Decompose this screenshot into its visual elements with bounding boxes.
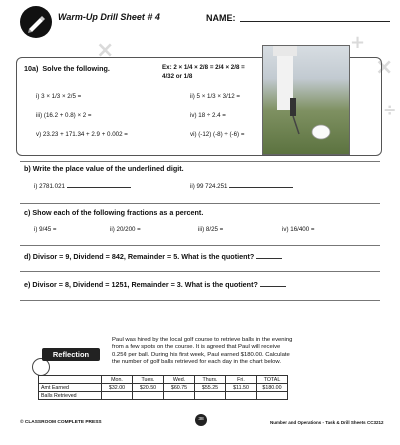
answer-cell[interactable] [133, 392, 164, 400]
reflection-line: the number of golf balls retrieved for each day in the chart below. [112, 359, 281, 366]
table-cell: $20.50 [133, 384, 164, 392]
table-row [39, 392, 288, 400]
table-cell: $32.00 [102, 384, 133, 392]
answer-blank[interactable] [229, 187, 293, 188]
problem-v: v) 23.23 + 171.34 + 2.9 + 0.002 = [36, 131, 128, 138]
table-cell: $180.00 [257, 384, 288, 392]
problem-i: i) 3 × 1/3 × 2/5 = [36, 93, 82, 100]
percent-iii: iii) 8/25 = [198, 226, 224, 233]
reflection-line: from a few spots on the course. It is agreed that Paul will receive [112, 344, 281, 351]
table-header: Tues. [133, 376, 164, 384]
page-number: 38 [195, 414, 207, 426]
row-label: Amt Earned [39, 384, 102, 392]
name-field[interactable] [240, 21, 390, 22]
divider [20, 300, 380, 301]
earnings-table [38, 375, 288, 400]
golf-photo [262, 45, 350, 155]
table-header: TOTAL [257, 376, 288, 384]
table-cell: $55.25 [195, 384, 226, 392]
reflection-line: 0.25¢ per ball. During his first week, Paul earned $180.00. Calculate [112, 351, 290, 358]
times-icon: × [375, 55, 394, 80]
sheet-title: Warm-Up Drill Sheet # 4 [58, 12, 160, 22]
place-value-ii: ii) 99 724.251 [190, 183, 228, 190]
reflection-text [112, 337, 362, 367]
reflection-line: Paul was hired by the local golf course to retrieve balls in the evening [112, 337, 293, 343]
publisher-label: © CLASSROOM COMPLETE PRESS [20, 420, 102, 425]
row-label: Balls Retrieved [39, 392, 102, 400]
place-value-i: i) 2781.021 [34, 183, 65, 190]
answer-cell[interactable] [226, 392, 257, 400]
divider [20, 245, 380, 246]
answer-blank[interactable] [260, 286, 286, 287]
table-cell: $11.50 [226, 384, 257, 392]
table-corner [39, 376, 102, 384]
problem-iv: iv) 18 ÷ 2.4 = [190, 112, 226, 119]
section-a-instruction: Solve the following. [42, 64, 110, 73]
problem-ii: ii) 5 × 1/3 × 3/12 = [190, 93, 241, 100]
answer-cell[interactable] [195, 392, 226, 400]
percent-iv: iv) 16/400 = [282, 226, 315, 233]
percent-ii: ii) 20/200 = [110, 226, 141, 233]
plus-icon: + [350, 32, 366, 53]
problem-vi: vi) (-12) (-8) ÷ (-6) = [190, 131, 245, 138]
section-a-label: 10a) [24, 64, 39, 73]
table-header: Mon. [102, 376, 133, 384]
divider [20, 161, 380, 162]
section-b-instruction: b) Write the place value of the underlined digit. [24, 164, 184, 173]
answer-blank[interactable] [256, 258, 282, 259]
percent-i: i) 9/45 = [34, 226, 57, 233]
times-icon: × [96, 38, 115, 63]
table-header: Fri. [226, 376, 257, 384]
table-cell: $60.75 [164, 384, 195, 392]
section-e-question: e) Divisor = 8, Dividend = 1251, Remainder = 3. What is the quotient? [24, 280, 258, 289]
section-c-instruction: c) Show each of the following fractions as a percent. [24, 208, 204, 217]
example-line-2: 4/32 or 1/8 [162, 73, 193, 80]
table-header: Thurs. [195, 376, 226, 384]
table-row [39, 376, 288, 384]
answer-blank[interactable] [67, 187, 131, 188]
name-label: NAME: [206, 13, 236, 23]
table-row [39, 384, 288, 392]
divide-icon: ÷ [383, 100, 397, 119]
divider [20, 271, 380, 272]
section-d-question: d) Divisor = 9, Dividend = 842, Remainder = 5. What is the quotient? [24, 252, 255, 261]
table-header: Wed. [164, 376, 195, 384]
answer-cell[interactable] [164, 392, 195, 400]
problem-iii: iii) (16.2 + 0.8) × 2 = [36, 112, 92, 119]
pencil-logo-icon [20, 6, 52, 38]
example-line-1: Ex: 2 × 1/4 × 2/8 = 2/4 × 2/8 = [162, 64, 245, 71]
answer-cell[interactable] [102, 392, 133, 400]
book-title: Number and Operations - Task & Drill Sheets CC3212 [270, 420, 384, 425]
answer-cell[interactable] [257, 392, 288, 400]
divider [20, 203, 380, 204]
reflection-badge: Reflection [42, 348, 100, 361]
